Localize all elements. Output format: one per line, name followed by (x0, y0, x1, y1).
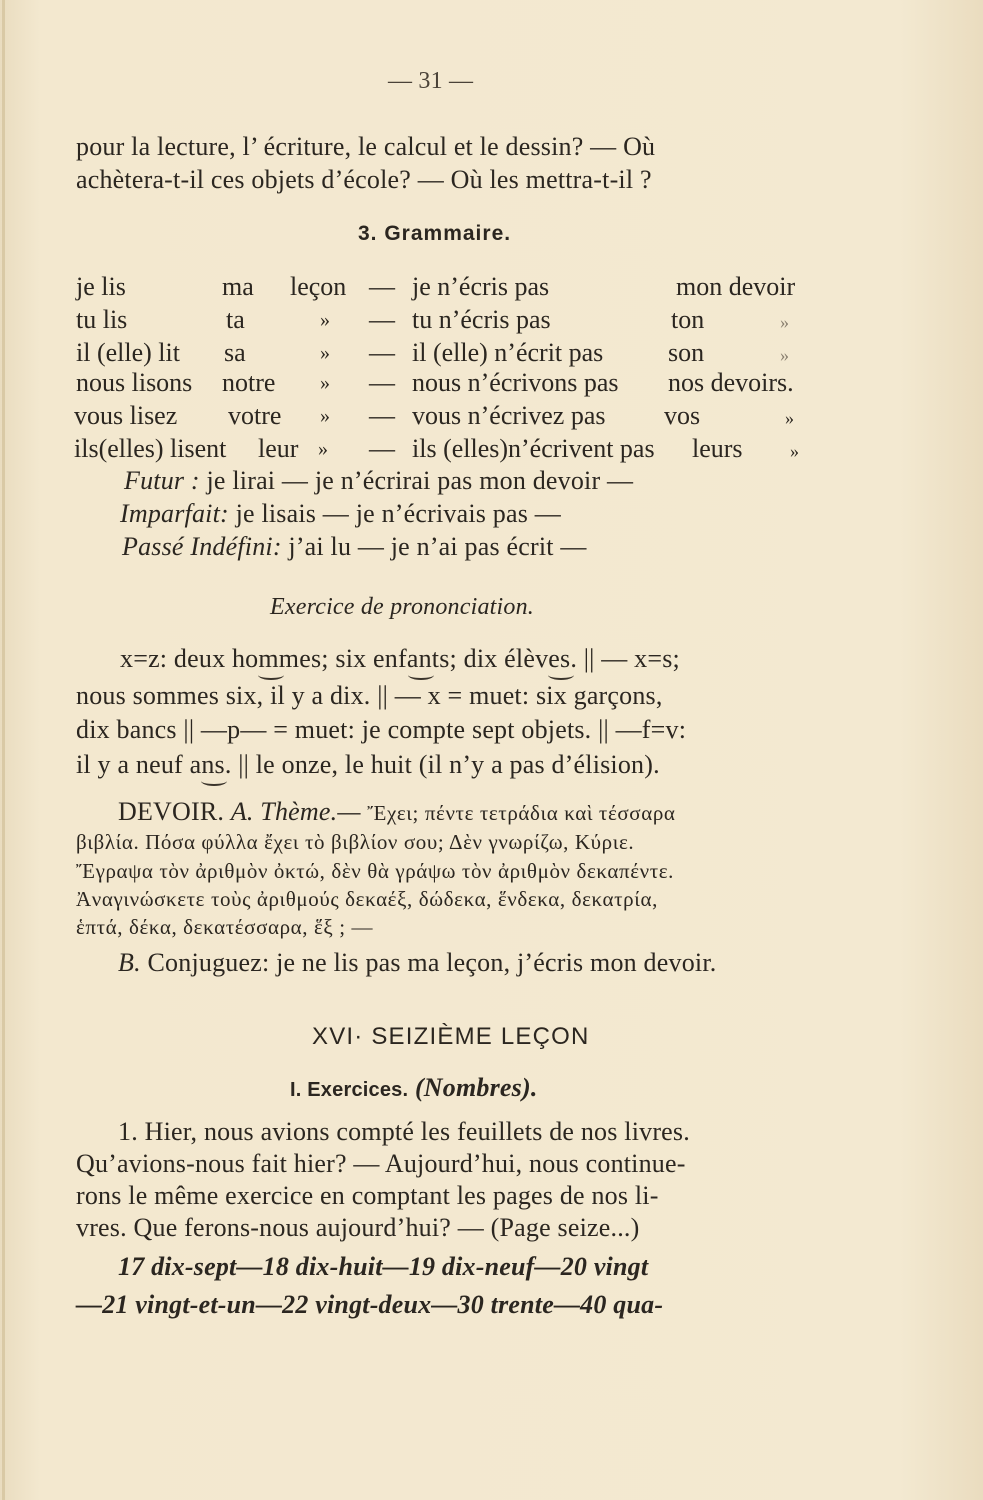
tense-label: Imparfait: (120, 499, 229, 528)
conj-subject: je lis (76, 272, 126, 301)
numbers-line: 17 dix-sept—18 dix-huit—19 dix-neuf—20 vingt (118, 1252, 649, 1281)
conj-ditto: » (780, 345, 789, 365)
greek-line: βιβλία. Πόσα φύλλα ἔχει τὸ βιβλίον σου; Δὲν γνωρίζω, Κύριε. (76, 830, 635, 854)
pronunciation-line: il y a neuf ans. || le onze, le huit (il n’y a pas d’élision). (76, 750, 660, 779)
conj-subject: ils(elles) lisent (74, 434, 227, 463)
conj-possessive: notre (222, 368, 276, 397)
conj-ditto: » (320, 372, 330, 394)
intro-line: achètera-t-il ces objets d’école? — Où les mettra-t-il ? (76, 165, 652, 194)
devoir-part-a: A. Thème.— (230, 797, 361, 826)
greek-text: Ἔχει; πέντε τετράδια καὶ τέσσαρα (367, 801, 676, 825)
liaison-mark (408, 670, 434, 680)
conj-object-right: son (668, 338, 705, 367)
page-number: — 31 — (388, 68, 474, 94)
conj-negation: tu n’écris pas (412, 305, 551, 334)
conj-object-right: mon devoir (676, 272, 796, 301)
paragraph-line: vres. Que ferons-nous aujourd’hui? — (Page seize...) (76, 1213, 640, 1242)
pronunciation-line: nous sommes six, il y a dix. || — x = muet: six garçons, (76, 681, 663, 710)
paragraph-line: Qu’avions-nous fait hier? — Aujourd’hui, nous continue- (76, 1149, 686, 1178)
conj-ditto: » (780, 312, 789, 332)
tense-text: je lisais — je n’écrivais pas — (235, 499, 561, 528)
pronunciation-heading: Exercice de prononciation. (270, 594, 534, 620)
conj-negation: vous n’écrivez pas (412, 401, 606, 430)
tense-text: j’ai lu — je n’ai pas écrit — (288, 532, 587, 561)
conj-negation: il (elle) n’écrit pas (412, 338, 604, 367)
exercises-heading: I. Exercices. (290, 1079, 409, 1101)
conj-ditto: » (320, 405, 330, 427)
conj-negation: je n’écris pas (412, 272, 550, 301)
paragraph-line: rons le même exercice en comptant les pages de nos li- (76, 1181, 659, 1210)
conj-dash: — (369, 305, 395, 334)
lesson-title: XVI· SEIZIÈME LEÇON (312, 1023, 590, 1050)
conj-subject: tu lis (76, 305, 128, 334)
tense-line (120, 499, 561, 529)
liaison-mark (201, 776, 227, 786)
conj-dash: — (369, 272, 395, 301)
conj-object-right: nos devoirs. (668, 368, 794, 397)
devoir-label: DEVOIR. (118, 797, 225, 826)
conj-object-right: ton (671, 305, 705, 334)
conj-possessive: votre (228, 401, 282, 430)
exercises-subheading: (Nombres). (414, 1073, 538, 1102)
conj-dash: — (369, 401, 395, 430)
part-b-label: B. (118, 948, 141, 977)
conj-object-right: leurs (692, 434, 743, 463)
exercises-heading-line (290, 1073, 538, 1105)
conj-dash: — (369, 434, 395, 463)
conj-possessive: ta (226, 305, 245, 334)
grammar-heading: 3. Grammaire. (358, 222, 512, 245)
conj-ditto: » (790, 441, 799, 461)
page-edge (2, 0, 5, 1500)
conj-negation: ils (elles)n’écrivent pas (412, 434, 655, 463)
conj-ditto: » (318, 438, 328, 460)
conj-possessive: leur (258, 434, 299, 463)
pronunciation-line: dix bancs || —p— = muet: je compte sept objets. || —f=v: (76, 715, 687, 744)
tense-line (122, 532, 587, 562)
liaison-mark (258, 670, 284, 680)
conj-possessive: ma (222, 272, 254, 301)
tense-label: Passé Indéfini: (122, 532, 282, 561)
numbers-line: —21 vingt-et-un—22 vingt-deux—30 trente—40 qua- (76, 1290, 664, 1319)
greek-line: ἑπτά, δέκα, δεκατέσσαρα, ἕξ ; — (76, 915, 374, 939)
tense-label: Futur : (124, 466, 200, 495)
conj-dash: — (369, 368, 395, 397)
conj-dash: — (369, 338, 395, 367)
greek-line: Ἀναγινώσκετε τοὺς ἀριθμούς δεκαέξ, δώδεκα, ἕνδεκα, δεκατρία, (76, 887, 658, 911)
conj-negation: nous n’écrivons pas (412, 368, 619, 397)
conj-possessive: sa (224, 338, 246, 367)
conj-ditto: » (785, 408, 794, 428)
conj-subject: il (elle) lit (76, 338, 180, 367)
devoir-line (118, 797, 676, 828)
conj-object: leçon (290, 272, 347, 301)
part-b-text: Conjuguez: je ne lis pas ma leçon, j’écris mon devoir. (147, 948, 717, 977)
conj-subject: vous lisez (74, 401, 178, 430)
tense-text: je lirai — je n’écrirai pas mon devoir — (206, 466, 634, 495)
liaison-mark (548, 670, 574, 680)
conj-ditto: » (320, 342, 330, 364)
conj-subject: nous lisons (76, 368, 193, 397)
greek-line: Ἔγραψα τὸν ἀριθμὸν ὀκτώ, δὲν θὰ γράψω τὸν ἀριθμὸν δεκαπέντε. (76, 859, 675, 883)
conj-object-right: vos (664, 401, 701, 430)
pronunciation-line: x=z: deux hommes; six enfants; dix élèves. || — x=s; (120, 644, 680, 673)
paragraph-line: 1. Hier, nous avions compté les feuillets de nos livres. (118, 1117, 690, 1146)
intro-line: pour la lecture, l’ écriture, le calcul et le dessin? — Où (76, 132, 656, 161)
devoir-part-b (118, 948, 716, 978)
tense-line (124, 466, 633, 496)
conj-ditto: » (320, 309, 330, 331)
